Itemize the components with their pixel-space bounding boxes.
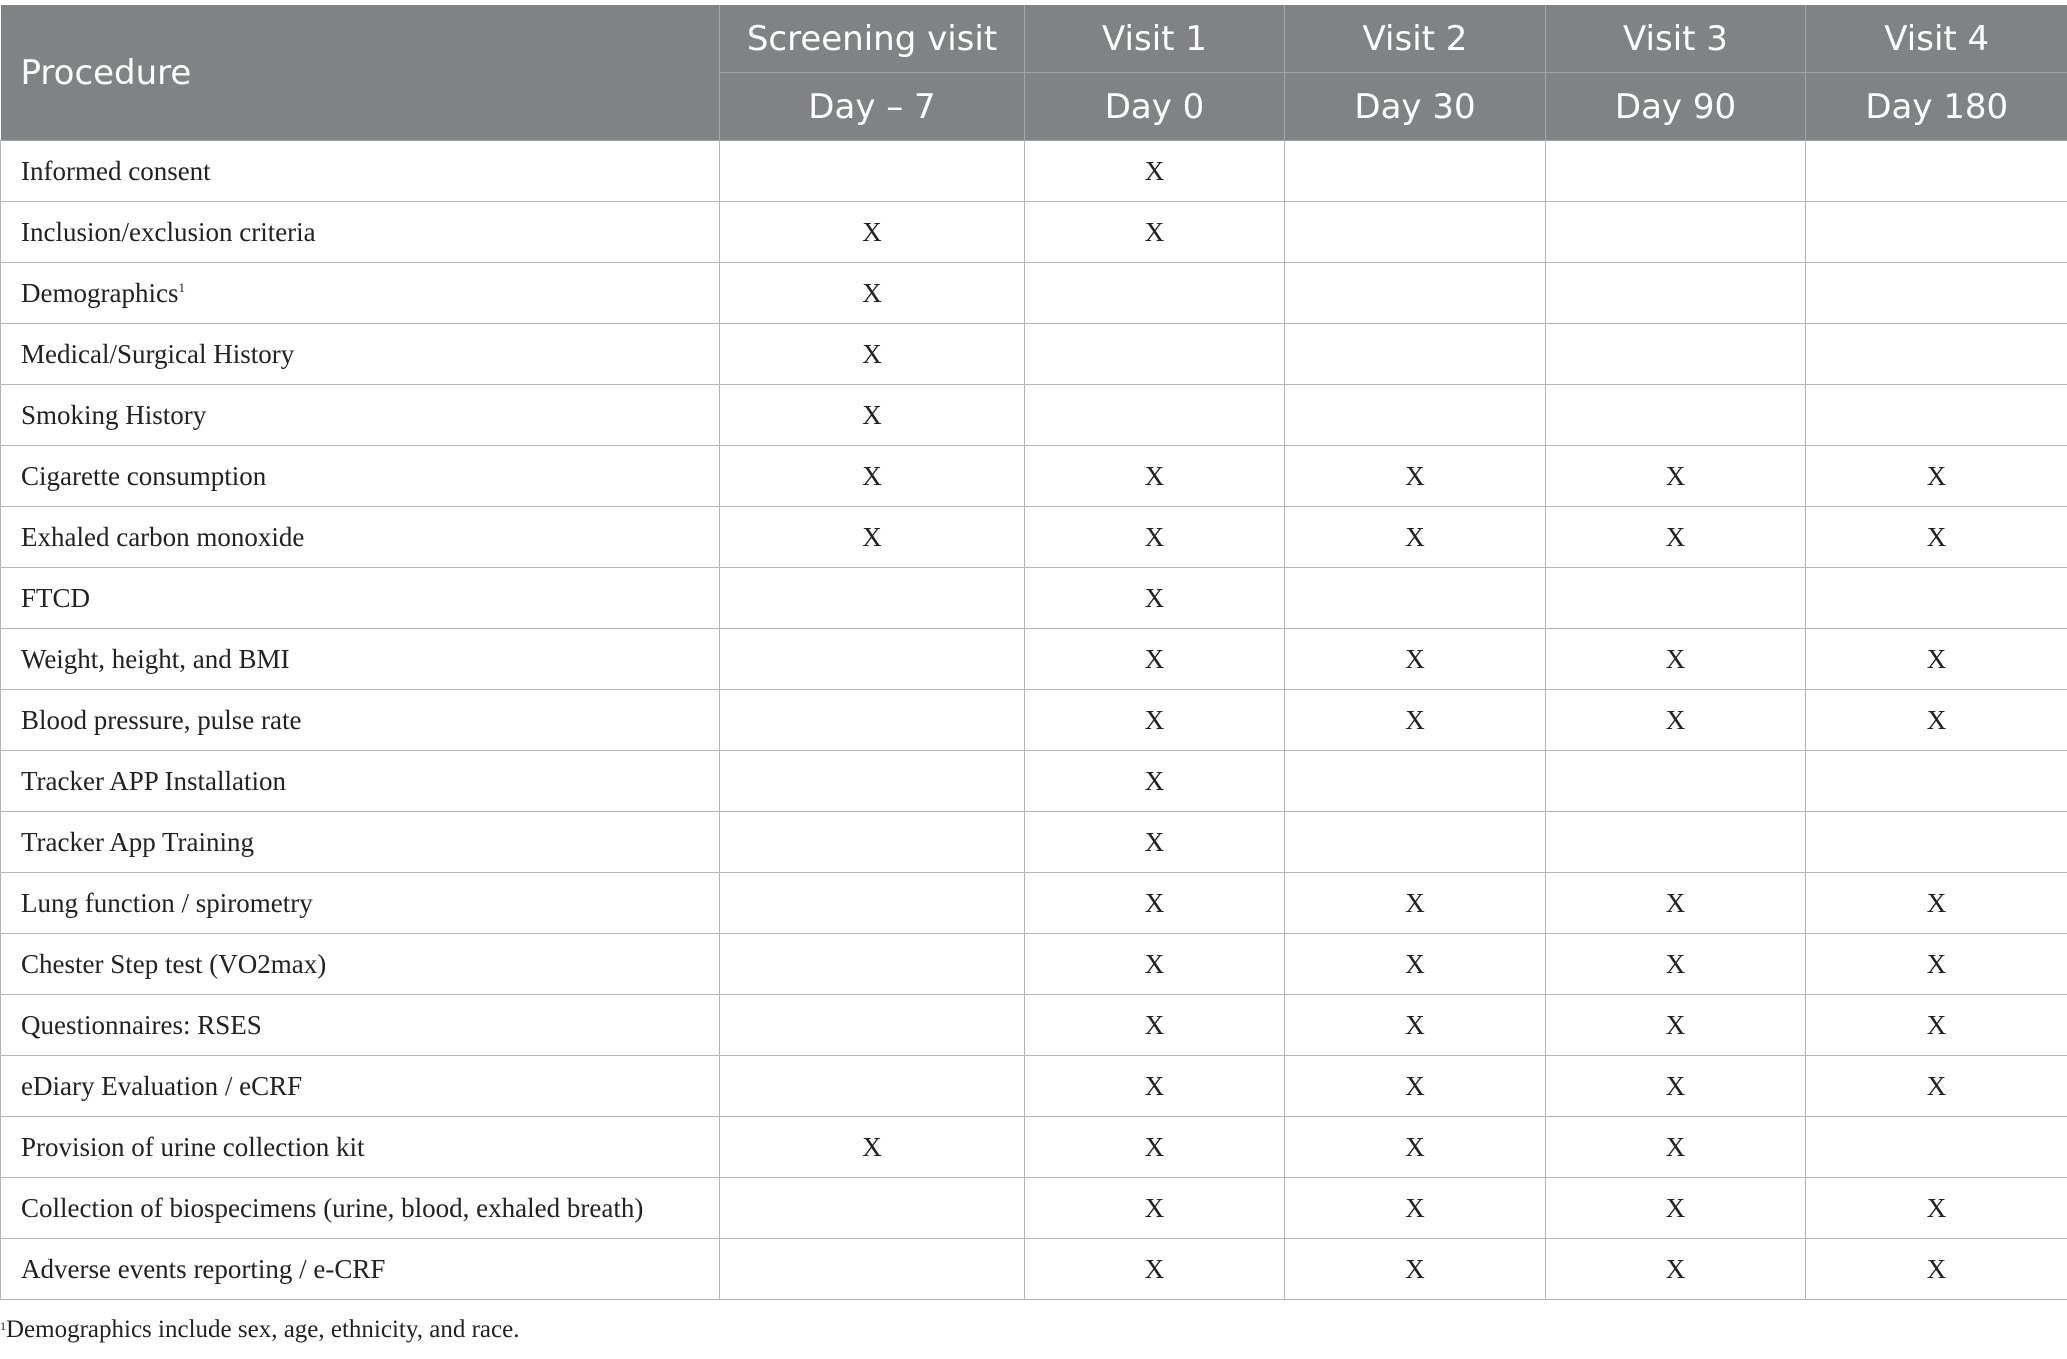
visit-mark-cell bbox=[720, 873, 1025, 934]
procedure-label: Adverse events reporting / e-CRF bbox=[21, 1253, 386, 1284]
visit-mark-cell bbox=[1025, 263, 1285, 324]
procedure-label: Demographics bbox=[21, 277, 179, 308]
visit-mark-cell: X bbox=[1285, 934, 1546, 995]
visit-mark-cell: X bbox=[1285, 873, 1546, 934]
table-row bbox=[1, 507, 2067, 568]
visit-mark-cell: X bbox=[720, 446, 1025, 507]
table-row bbox=[1, 812, 2067, 873]
visit-mark-cell bbox=[1546, 263, 1806, 324]
procedure-cell bbox=[1, 995, 720, 1056]
schedule-table-container bbox=[0, 5, 2067, 1300]
procedure-label: Tracker App Training bbox=[21, 826, 255, 857]
visit-mark-cell: X bbox=[1285, 995, 1546, 1056]
visit-mark-cell bbox=[1285, 202, 1546, 263]
visit-mark-cell bbox=[720, 568, 1025, 629]
procedure-cell bbox=[1, 568, 720, 629]
table-row bbox=[1, 629, 2067, 690]
visit-mark-cell bbox=[1546, 324, 1806, 385]
visit-mark-cell: X bbox=[1806, 629, 2067, 690]
header-day: Day 180 bbox=[1806, 73, 2067, 141]
visit-mark-cell: X bbox=[1025, 995, 1285, 1056]
visit-mark-cell: X bbox=[1025, 873, 1285, 934]
visit-mark-cell: X bbox=[1546, 446, 1806, 507]
visit-mark-cell: X bbox=[720, 263, 1025, 324]
visit-mark-cell bbox=[720, 934, 1025, 995]
visit-mark-cell: X bbox=[1285, 629, 1546, 690]
visit-mark-cell: X bbox=[1025, 507, 1285, 568]
procedure-label: Cigarette consumption bbox=[21, 460, 267, 491]
visit-mark-cell: X bbox=[1806, 1239, 2067, 1300]
table-row bbox=[1, 385, 2067, 446]
procedure-label: Collection of biospecimens (urine, blood, exhaled breath) bbox=[21, 1192, 644, 1223]
procedure-cell bbox=[1, 507, 720, 568]
visit-mark-cell: X bbox=[1546, 629, 1806, 690]
header-visit: Visit 4 bbox=[1806, 5, 2067, 73]
procedure-cell bbox=[1, 385, 720, 446]
visit-mark-cell bbox=[720, 812, 1025, 873]
procedure-label: Provision of urine collection kit bbox=[21, 1131, 365, 1162]
visit-mark-cell: X bbox=[1546, 995, 1806, 1056]
visit-mark-cell: X bbox=[720, 202, 1025, 263]
visit-mark-cell bbox=[1806, 141, 2067, 202]
procedure-cell bbox=[1, 1178, 720, 1239]
visit-mark-cell bbox=[1285, 812, 1546, 873]
procedure-cell bbox=[1, 690, 720, 751]
visit-mark-cell bbox=[1806, 202, 2067, 263]
visit-mark-cell bbox=[720, 1239, 1025, 1300]
procedure-cell bbox=[1, 1239, 720, 1300]
table-body bbox=[1, 141, 2067, 1300]
table-row bbox=[1, 202, 2067, 263]
visit-mark-cell: X bbox=[1285, 690, 1546, 751]
visit-mark-cell bbox=[1806, 568, 2067, 629]
header-visit: Visit 3 bbox=[1546, 5, 1806, 73]
visit-mark-cell: X bbox=[1025, 934, 1285, 995]
table-header bbox=[1, 5, 2067, 141]
visit-mark-cell: X bbox=[1806, 995, 2067, 1056]
visit-mark-cell bbox=[1285, 568, 1546, 629]
header-day: Day 0 bbox=[1025, 73, 1285, 141]
procedure-label: Informed consent bbox=[21, 155, 211, 186]
visit-mark-cell: X bbox=[1546, 873, 1806, 934]
table-footnote bbox=[0, 1316, 519, 1344]
visit-mark-cell bbox=[1546, 202, 1806, 263]
visit-mark-cell: X bbox=[1546, 934, 1806, 995]
footnote-marker: 1 bbox=[0, 1319, 6, 1333]
visit-mark-cell: X bbox=[1806, 873, 2067, 934]
header-day: Day 90 bbox=[1546, 73, 1806, 141]
visit-mark-cell: X bbox=[1546, 1117, 1806, 1178]
visit-mark-cell: X bbox=[720, 1117, 1025, 1178]
visit-mark-cell: X bbox=[1285, 446, 1546, 507]
visit-mark-cell: X bbox=[1806, 1178, 2067, 1239]
table-row bbox=[1, 446, 2067, 507]
visit-mark-cell: X bbox=[720, 507, 1025, 568]
visit-mark-cell bbox=[720, 141, 1025, 202]
visit-mark-cell: X bbox=[1806, 934, 2067, 995]
visit-mark-cell: X bbox=[1285, 1239, 1546, 1300]
visit-mark-cell: X bbox=[1025, 141, 1285, 202]
procedure-label: Questionnaires: RSES bbox=[21, 1009, 262, 1040]
visit-mark-cell bbox=[1806, 1117, 2067, 1178]
procedure-cell bbox=[1, 1117, 720, 1178]
schedule-of-assessments-table bbox=[0, 5, 2067, 1300]
procedure-label: Lung function / spirometry bbox=[21, 887, 313, 918]
visit-mark-cell bbox=[720, 1178, 1025, 1239]
visit-mark-cell bbox=[1546, 751, 1806, 812]
visit-mark-cell bbox=[1285, 324, 1546, 385]
visit-mark-cell bbox=[720, 629, 1025, 690]
visit-mark-cell: X bbox=[1285, 1178, 1546, 1239]
visit-mark-cell: X bbox=[720, 385, 1025, 446]
procedure-label: Inclusion/exclusion criteria bbox=[21, 216, 316, 247]
procedure-label: eDiary Evaluation / eCRF bbox=[21, 1070, 303, 1101]
visit-mark-cell: X bbox=[1025, 446, 1285, 507]
procedure-cell bbox=[1, 141, 720, 202]
visit-mark-cell bbox=[1285, 385, 1546, 446]
visit-mark-cell bbox=[720, 995, 1025, 1056]
visit-mark-cell: X bbox=[1025, 629, 1285, 690]
visit-mark-cell bbox=[1285, 751, 1546, 812]
visit-mark-cell: X bbox=[1546, 690, 1806, 751]
procedure-cell bbox=[1, 934, 720, 995]
table-row bbox=[1, 1117, 2067, 1178]
visit-mark-cell: X bbox=[1025, 1178, 1285, 1239]
procedure-label: Weight, height, and BMI bbox=[21, 643, 290, 674]
procedure-label: Smoking History bbox=[21, 399, 207, 430]
visit-mark-cell bbox=[720, 690, 1025, 751]
footnote-reference: 1 bbox=[178, 279, 185, 295]
visit-mark-cell: X bbox=[1285, 1056, 1546, 1117]
table-row bbox=[1, 568, 2067, 629]
visit-mark-cell bbox=[1546, 568, 1806, 629]
visit-mark-cell: X bbox=[1285, 507, 1546, 568]
header-row-visits bbox=[1, 5, 2067, 73]
visit-mark-cell: X bbox=[1025, 1239, 1285, 1300]
table-row bbox=[1, 1056, 2067, 1117]
procedure-cell bbox=[1, 202, 720, 263]
table-row bbox=[1, 324, 2067, 385]
visit-mark-cell bbox=[1285, 263, 1546, 324]
visit-mark-cell: X bbox=[1806, 446, 2067, 507]
table-row bbox=[1, 934, 2067, 995]
procedure-cell bbox=[1, 324, 720, 385]
header-day: Day 30 bbox=[1285, 73, 1546, 141]
visit-mark-cell bbox=[1806, 751, 2067, 812]
visit-mark-cell: X bbox=[1546, 1056, 1806, 1117]
procedure-label: Chester Step test (VO2max) bbox=[21, 948, 327, 979]
visit-mark-cell: X bbox=[1025, 690, 1285, 751]
visit-mark-cell: X bbox=[720, 324, 1025, 385]
visit-mark-cell: X bbox=[1806, 1056, 2067, 1117]
procedure-label: Medical/Surgical History bbox=[21, 338, 295, 369]
table-row bbox=[1, 263, 2067, 324]
visit-mark-cell: X bbox=[1546, 1178, 1806, 1239]
visit-mark-cell: X bbox=[1025, 568, 1285, 629]
table-row bbox=[1, 1239, 2067, 1300]
visit-mark-cell: X bbox=[1025, 751, 1285, 812]
procedure-cell bbox=[1, 263, 720, 324]
visit-mark-cell bbox=[1806, 812, 2067, 873]
procedure-cell bbox=[1, 629, 720, 690]
visit-mark-cell: X bbox=[1025, 1117, 1285, 1178]
visit-mark-cell: X bbox=[1806, 690, 2067, 751]
visit-mark-cell bbox=[1025, 324, 1285, 385]
procedure-cell bbox=[1, 812, 720, 873]
procedure-cell bbox=[1, 751, 720, 812]
procedure-label: Tracker APP Installation bbox=[21, 765, 286, 796]
visit-mark-cell bbox=[1546, 385, 1806, 446]
header-visit: Visit 1 bbox=[1025, 5, 1285, 73]
procedure-cell bbox=[1, 1056, 720, 1117]
header-visit: Visit 2 bbox=[1285, 5, 1546, 73]
procedure-label: FTCD bbox=[21, 582, 91, 613]
visit-mark-cell: X bbox=[1546, 1239, 1806, 1300]
procedure-label: Blood pressure, pulse rate bbox=[21, 704, 302, 735]
visit-mark-cell bbox=[1806, 385, 2067, 446]
visit-mark-cell bbox=[1546, 141, 1806, 202]
visit-mark-cell bbox=[1546, 812, 1806, 873]
procedure-cell bbox=[1, 446, 720, 507]
table-row bbox=[1, 141, 2067, 202]
visit-mark-cell bbox=[1285, 141, 1546, 202]
header-day: Day – 7 bbox=[720, 73, 1025, 141]
visit-mark-cell bbox=[1806, 263, 2067, 324]
visit-mark-cell bbox=[720, 751, 1025, 812]
table-row bbox=[1, 751, 2067, 812]
visit-mark-cell: X bbox=[1025, 202, 1285, 263]
table-row bbox=[1, 873, 2067, 934]
header-visit: Screening visit bbox=[720, 5, 1025, 73]
visit-mark-cell bbox=[1806, 324, 2067, 385]
table-row bbox=[1, 690, 2067, 751]
table-row bbox=[1, 1178, 2067, 1239]
table-row bbox=[1, 995, 2067, 1056]
visit-mark-cell: X bbox=[1025, 1056, 1285, 1117]
procedure-label: Exhaled carbon monoxide bbox=[21, 521, 305, 552]
procedure-cell bbox=[1, 873, 720, 934]
visit-mark-cell bbox=[1025, 385, 1285, 446]
visit-mark-cell: X bbox=[1285, 1117, 1546, 1178]
header-procedure: Procedure bbox=[1, 5, 720, 141]
footnote-text: Demographics include sex, age, ethnicity, and race. bbox=[6, 1316, 520, 1343]
visit-mark-cell: X bbox=[1806, 507, 2067, 568]
visit-mark-cell: X bbox=[1546, 507, 1806, 568]
visit-mark-cell bbox=[720, 1056, 1025, 1117]
visit-mark-cell: X bbox=[1025, 812, 1285, 873]
